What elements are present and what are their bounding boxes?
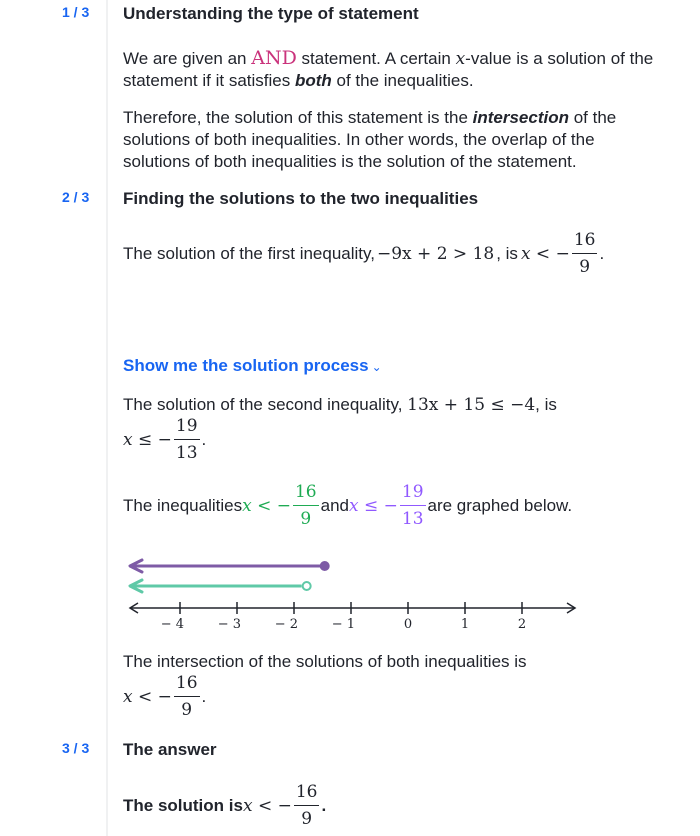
second-inequality-solution: x ≤ − $\frac{19}{13}$ . bbox=[123, 416, 207, 463]
step-number-2: 2 / 3 bbox=[62, 189, 90, 205]
step-title-2: Finding the solutions to the two inequalities bbox=[123, 189, 479, 208]
axis-tick-label: 0 bbox=[403, 617, 413, 632]
fraction-16-9-answer: $\frac{16}{9}$ bbox=[295, 782, 318, 829]
fraction-16-9-intersection: $\frac{16}{9}$ bbox=[175, 673, 198, 720]
axis-tick-label: − 1 bbox=[331, 617, 355, 632]
fraction-16-9-green: $\frac{16}{9}$ bbox=[294, 482, 317, 529]
second-inequality-text: The solution of the second inequality, 13x + 15 ≤ −4, is bbox=[123, 395, 557, 415]
step-number-3: 3 / 3 bbox=[62, 740, 90, 756]
axis-tick-label: 1 bbox=[460, 617, 470, 632]
axis-tick-label: 2 bbox=[517, 617, 527, 632]
step1-paragraph-2: Therefore, the solution of this statement is the intersection of the solutions of both inequalities. In other words, the overlap of the solutions of both inequalities is the solution of the statement. bbox=[123, 108, 617, 171]
step1-paragraph-1: We are given an AND statement. A certain x-value is a solution of the statement if it satisfies both of the inequalities. bbox=[123, 47, 654, 90]
show-solution-process-link[interactable]: Show me the solution process ⌄ bbox=[123, 356, 382, 375]
step-rail bbox=[106, 0, 108, 836]
number-line-graph bbox=[120, 548, 590, 638]
fraction-19-13: $\frac{19}{13}$ bbox=[175, 416, 198, 463]
green-open-endpoint bbox=[303, 582, 311, 590]
fraction-16-9: $\frac{16}{9}$ bbox=[573, 230, 596, 277]
intersection-solution: x < − $\frac{16}{9}$ . bbox=[123, 673, 207, 720]
intersection-text: The intersection of the solutions of both inequalities is bbox=[123, 652, 527, 671]
step-number-1: 1 / 3 bbox=[62, 4, 90, 20]
first-inequality-solution: The solution of the first inequality, −9x + 2 > 18 , is x < − $\frac{16}{9}$ . bbox=[123, 230, 605, 277]
step-title-3: The answer bbox=[123, 740, 217, 759]
graphed-inequalities-text: The inequalities x < − $\frac{16}{9}$ and x ≤ − $\frac{19}{13}$ are graphed below. bbox=[123, 482, 573, 529]
purple-closed-endpoint bbox=[320, 561, 330, 571]
axis-tick-label: − 2 bbox=[274, 617, 298, 632]
fraction-19-13-purple: $\frac{19}{13}$ bbox=[401, 482, 424, 529]
final-answer: The solution is x < − $\frac{16}{9}$ . bbox=[123, 782, 327, 829]
axis-tick-label: − 3 bbox=[217, 617, 241, 632]
chevron-down-icon: ⌄ bbox=[371, 360, 382, 374]
and-word: AND bbox=[251, 47, 297, 69]
step-title-1: Understanding the type of statement bbox=[123, 4, 419, 23]
axis-tick-label: − 4 bbox=[160, 617, 184, 632]
